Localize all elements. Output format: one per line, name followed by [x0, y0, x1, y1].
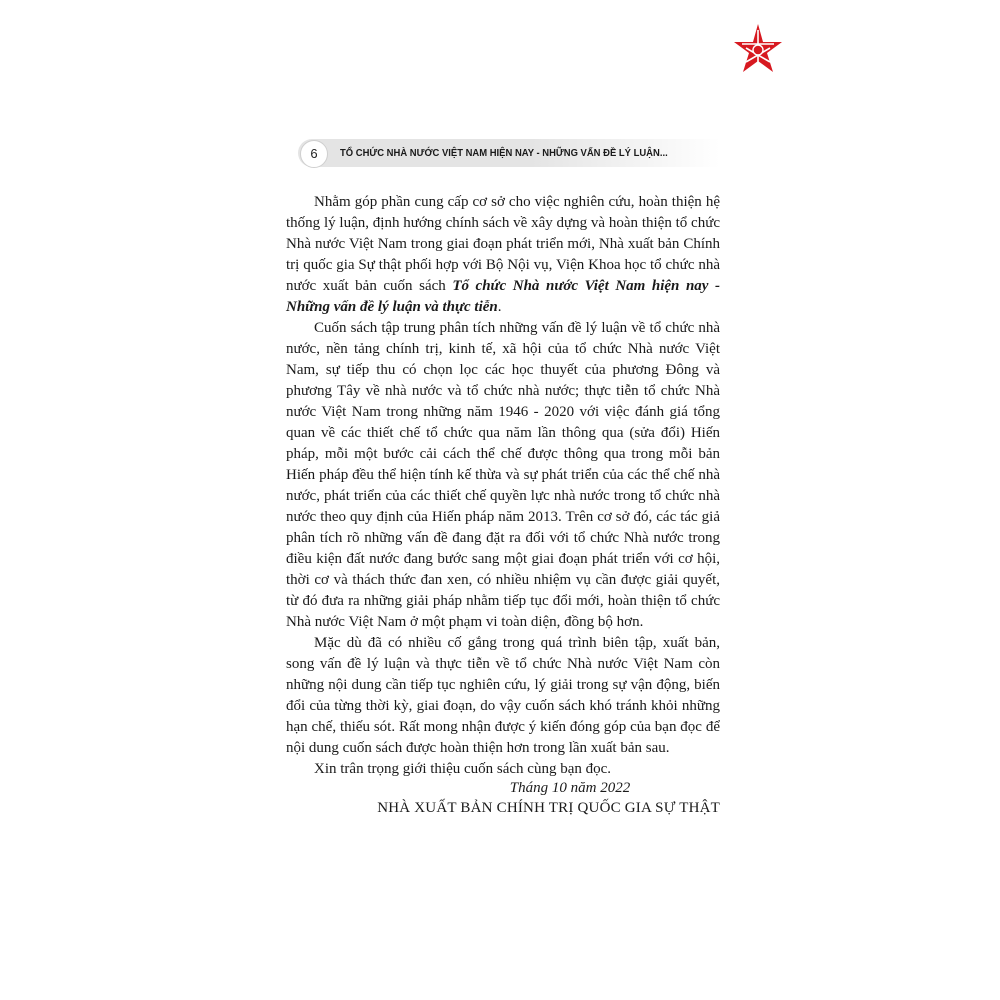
book-title: Tổ chức Nhà nước Việt Nam hiện nay - Những vấn đề lý luận và thực tiễn — [286, 278, 721, 315]
paragraph-intro-end: . — [497, 299, 502, 315]
signature-date: Tháng 10 năm 2022 — [509, 780, 631, 796]
page-number: 6 — [300, 140, 328, 168]
running-title: TỔ CHỨC NHÀ NƯỚC VIỆT NAM HIỆN NAY - NHỮNG VẤN ĐỀ LÝ LUẬN... — [340, 147, 668, 159]
paragraph-closing: Xin trân trọng giới thiệu cuốn sách cùng bạn đọc. — [314, 761, 612, 777]
signature-organization: NHÀ XUẤT BẢN CHÍNH TRỊ QUỐC GIA SỰ THẬT — [377, 800, 720, 816]
paragraph-content: Cuốn sách tập trung phân tích những vấn đề lý luận về tổ chức nhà nước, nền tảng chính trị, kinh tế, xã hội của tổ chức Nhà nước Việt Nam, sự tiếp thu có chọn lọc các học thuyết của phương Đông và phương Tây về nhà nước và tổ chức nhà nước; thực tiễn tổ chức Nhà nước Việt Nam trong những năm 1946 - 2020 với việc đánh giá tổng quan về các thiết chế tổ chức qua năm lần thông qua (sửa đổi) Hiến pháp, mỗi một bước cải cách thể chế được thông qua trong mỗi bản Hiến pháp đều thể hiện tính kế thừa và sự phát triển của các thể chế nhà nước, phát triển của các thiết chế quyền lực nhà nước trong tổ chức nhà nước theo quy định của Hiến pháp năm 2013. Trên cơ sở đó, các tác giả phân tích rõ những vấn đề đang đặt ra đối với tổ chức Nhà nước trong điều kiện đất nước đang bước sang một giai đoạn phát triển với cơ hội, thời cơ và thách thức đan xen, có nhiều nhiệm vụ cần được giải quyết, từ đó đưa ra những giải pháp nhằm tiếp tục đổi mới, hoàn thiện tổ chức Nhà nước Việt Nam ở một phạm vi toàn diện, đồng bộ hơn. — [286, 320, 720, 630]
red-star-emblem-icon — [728, 22, 788, 82]
paragraph-acknowledgement: Mặc dù đã có nhiều cố gắng trong quá trình biên tập, xuất bản, song vấn đề lý luận và thực tiễn về tổ chức Nhà nước Việt Nam còn những nội dung cần tiếp tục nghiên cứu, lý giải trong sự vận động, biến đổi của từng thời kỳ, giai đoạn, do vậy cuốn sách khó tránh khỏi những hạn chế, thiếu sót. Rất mong nhận được ý kiến đóng góp của bạn đọc để nội dung cuốn sách được hoàn thiện hơn trong lần xuất bản sau. — [286, 635, 720, 756]
body-text — [286, 192, 720, 780]
paragraph-intro — [286, 192, 720, 318]
paragraph-intro-lead: Nhằm góp phần cung cấp cơ sở cho việc nghiên cứu, hoàn thiện hệ thống lý luận, định hướng chính sách về xây dựng và hoàn thiện tổ chức Nhà nước Việt Nam trong giai đoạn phát triển mới, Nhà xuất bản Chính trị quốc gia Sự thật phối hợp với Bộ Nội vụ, Viện Khoa học tổ chức nhà nước xuất bản cuốn sách — [286, 194, 720, 294]
